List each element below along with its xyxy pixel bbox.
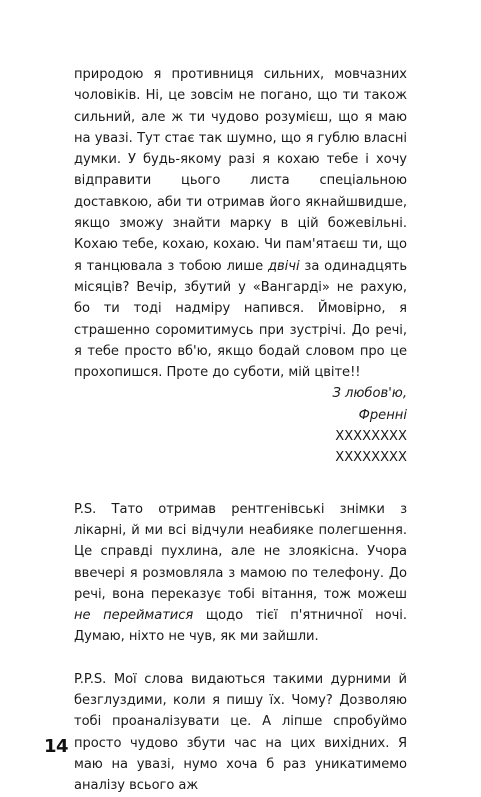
post-postscript-paragraph: P.P.S. Мої слова видаються такими дурними й безглуздими, коли я пишу їх. Чому? Дозволяю тобі проаналізувати це. А ліпше спробуймо просто чудово збути час на цих вихідних. Я маю на увазі, нумо хоча б раз уникатимемо аналізу всього аж: [74, 671, 407, 794]
signature-kisses-line-2: XXXXXXXX: [335, 450, 407, 466]
postscript-paragraph: [74, 499, 407, 648]
section-spacer: [74, 648, 407, 669]
book-page-body: [74, 64, 407, 797]
letter-text-part2: за одинадцять місяців? Вечір, збутий у «Вангарді» не рахую, бо ти тоді надміру напився. Ймовірно, я страшенно соромитимусь при зустрічі. До речі, я тебе просто вб'ю, якщо бодай словом про це прохопишся. Проте до суботи, мій цвіте!!: [74, 258, 407, 381]
letter-text-part1: природою я противниця сильних, мовчазних чоловіків. Ні, це зовсім не погано, що ти також сильний, але ж ти чудово розумієш, що я маю на увазі. Тут стає так шумно, що я гублю власні думки. У будь-якому разі я кохаю тебе і хочу відправити цього листа спеціальною доставкою, аби ти отримав його якнайшвидше, якщо зможу знайти марку в цій божевільні. Кохаю тебе, кохаю, кохаю. Чи пам'ятаєш ти, що я танцювала з тобою лише: [74, 67, 407, 274]
page-number: 14: [44, 736, 69, 757]
postscript-emphasis: не перейматися: [74, 608, 194, 624]
letter-paragraph: [74, 64, 407, 383]
signature-kisses-line-1: XXXXXXXX: [335, 429, 407, 445]
letter-emphasis: двічі: [268, 258, 300, 274]
section-spacer: [74, 469, 407, 499]
signature-closing: З любов'ю,: [332, 386, 407, 402]
signature-name: Френні: [358, 407, 407, 423]
signature-block: [74, 383, 407, 468]
postscript-text-part1: P.S. Тато отримав рентгенівські знімки з лікарні, й ми всі відчули неабияке полегшення. Це справді пухлина, але не злоякісна. Учора ввечері я розмовляла з мамою по телефону. До речі, вона переказує тобі вітання, тож можеш: [74, 501, 407, 602]
postscript-text-part2: щодо тієї п'ятничної ночі. Думаю, ніхто не чув, як ми зайшли.: [74, 608, 407, 645]
